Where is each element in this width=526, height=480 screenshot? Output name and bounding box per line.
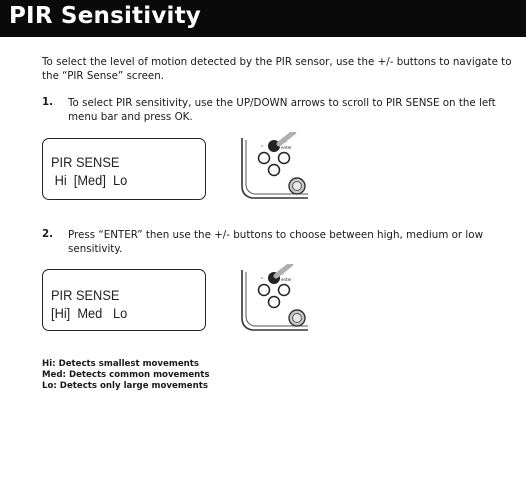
lcd-line-2: Hi [Med] Lo <box>51 173 128 188</box>
pointer-arrow-icon <box>275 264 291 277</box>
sensitivity-legend <box>42 359 210 392</box>
title-bar <box>0 0 526 37</box>
pointer-arrow-icon <box>278 132 294 145</box>
control-panel-icon <box>238 264 310 334</box>
lcd-screen-step-1 <box>42 138 206 200</box>
svg-text:⌃: ⌃ <box>260 145 265 151</box>
legend-item-hi: Hi: Detects smallest movements <box>42 359 199 369</box>
lcd-line-2: [Hi] Med Lo <box>51 306 128 321</box>
page-title: PIR Sensitivity <box>9 3 201 29</box>
step-2-number: 2. <box>42 228 54 240</box>
step-1-text: To select PIR sensitivity, use the UP/DOWN arrows to scroll to PIR SENSE on the left menu bar and press OK. <box>68 97 496 123</box>
legend-item-lo: Lo: Detects only large movements <box>42 381 208 391</box>
intro-text: To select the level of motion detected by the PIR sensor, use the +/- buttons to navigate to the “PIR Sense” screen. <box>42 56 512 82</box>
legend-item-med: Med: Detects common movements <box>42 370 210 380</box>
control-panel-icon <box>238 132 310 202</box>
panel-enter-label: enter <box>281 145 292 150</box>
step-1-number: 1. <box>42 96 54 108</box>
lcd-line-1: PIR SENSE <box>51 155 120 170</box>
lcd-screen-step-2 <box>42 269 206 331</box>
svg-text:⌃: ⌃ <box>260 277 265 283</box>
step-2-text: Press “ENTER” then use the +/- buttons to choose between high, medium or low sensitivity. <box>68 229 484 255</box>
lcd-line-1: PIR SENSE <box>51 288 120 303</box>
panel-enter-label: enter <box>281 277 292 282</box>
